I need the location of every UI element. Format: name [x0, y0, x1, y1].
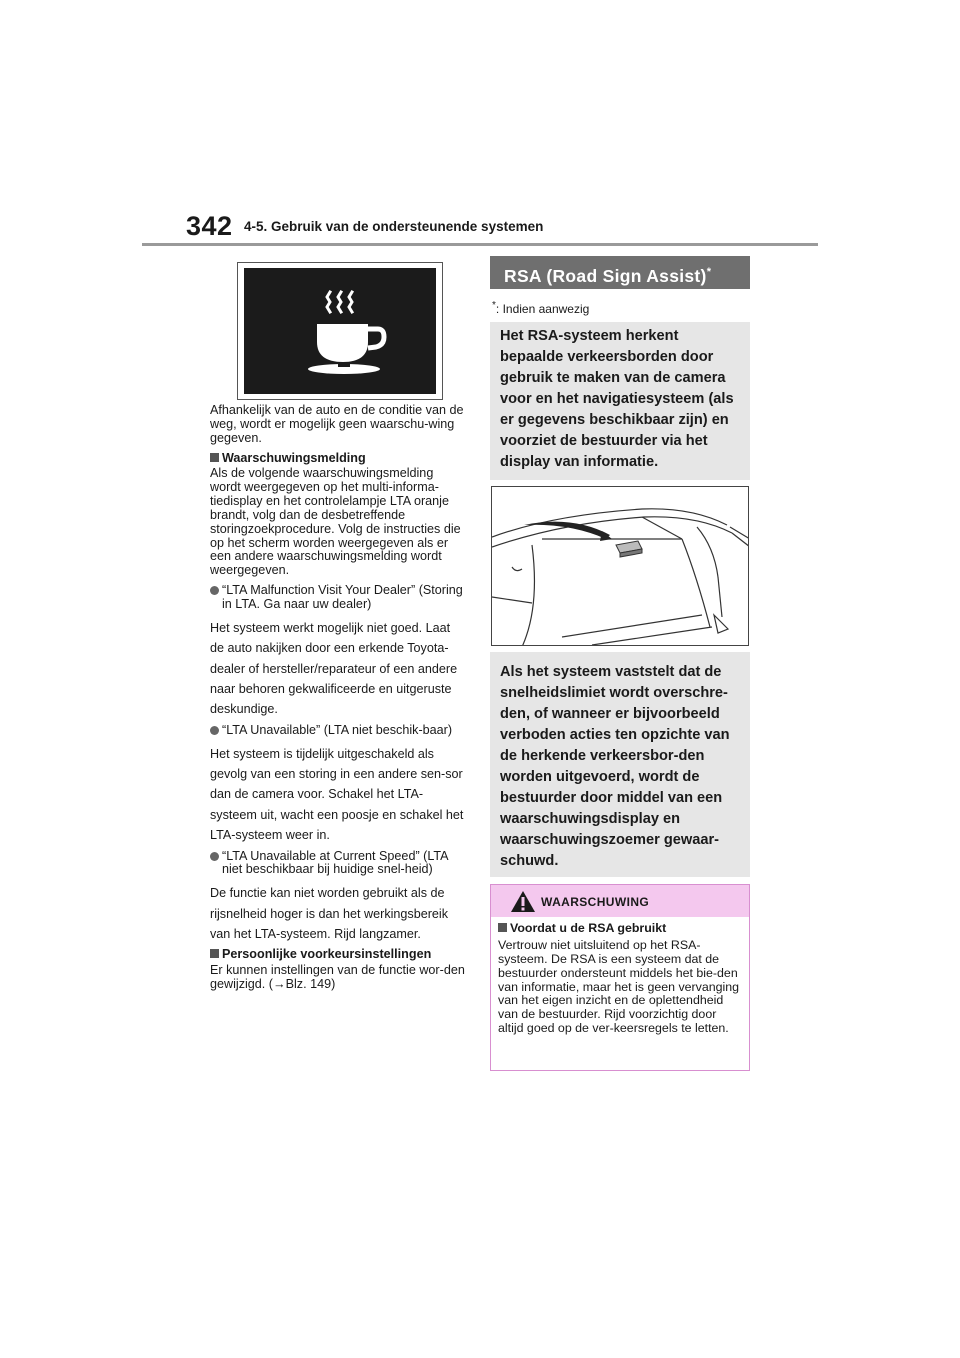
personal-settings-paragraph: Er kunnen instellingen van de functie wor-den gewijzigd. (→Blz. 149) — [210, 963, 465, 992]
warning-subheading: Voordat u de RSA gebruikt — [498, 922, 743, 936]
intro-paragraph: Afhankelijk van de auto en de conditie van de weg, wordt er mogelijk geen waarschu-wing gegeven. — [210, 403, 464, 445]
square-bullet-icon — [210, 453, 219, 462]
subheading-warning-message: Waarschuwingsmelding — [210, 452, 466, 466]
left-column — [210, 404, 466, 998]
section-title: 4-5. Gebruik van de ondersteunende systemen — [244, 219, 544, 234]
windshield-camera-figure — [491, 486, 749, 646]
warning-header — [491, 885, 749, 917]
warning-triangle-icon — [510, 890, 536, 913]
availability-footnote: *: Indien aanwezig — [492, 300, 590, 316]
warning-box — [490, 884, 750, 1071]
bullet-lta-unavailable-text: Het systeem is tijdelijk uitgeschakeld als gevolg van een storing in een andere sen-sor dan de camera voor. Schakel het LTA-systeem uit, wacht een poosje en schakel het LTA-systeem weer in. — [210, 746, 464, 843]
bullet-lta-malfunction: “LTA Malfunction Visit Your Dealer” (Storing in LTA. Ga naar uw dealer) — [210, 584, 466, 612]
rsa-section-banner: RSA (Road Sign Assist)* — [490, 256, 750, 289]
display-screen — [244, 268, 436, 394]
page-number: 342 — [186, 211, 233, 241]
rsa-intro-text: Het RSA-systeem herkent bepaalde verkeersborden door gebruik te maken van de camera voor en het navigatiesysteem (als er gegevens beschikbaar zijn) en voorziet de bestuurder via het display van informatie. — [500, 328, 734, 470]
windshield-camera-illustration — [492, 487, 749, 646]
coffee-cup-icon — [244, 268, 436, 394]
circle-bullet-icon — [210, 726, 219, 735]
header-divider — [142, 243, 818, 246]
driver-attention-display-figure — [237, 262, 443, 400]
bullet-lta-malfunction-text: Het systeem werkt mogelijk niet goed. Laat de auto nakijken door een erkende Toyota-dealer of hersteller/reparateur of een andere naar behoren gekwalificeerde en uitgeruste deskundige. — [210, 620, 458, 717]
subheading-personal-settings: Persoonlijke voorkeursinstellingen — [210, 948, 466, 962]
rsa-intro-box — [490, 322, 750, 480]
warning-label: WAARSCHUWING — [541, 895, 650, 909]
warning-message-paragraph: Als de volgende waarschuwingsmelding wordt weergegeven op het multi-informa-tiedisplay en het controlelampje LTA oranje brandt, volg dan de desbetreffende storingzoekprocedure. Volg de instructies die op het scherm worden weergegeven als er een andere waarschuwingsmelding wordt weergegeven. — [210, 466, 461, 578]
square-bullet-icon — [498, 923, 507, 932]
circle-bullet-icon — [210, 852, 219, 861]
camera-sensor-icon — [616, 541, 642, 557]
rsa-result-text: Als het systeem vaststelt dat de snelheidslimiet wordt overschre-den, of wanneer er bijvoorbeeld verboden acties ten opzichte van de herkende verkeersbor-den worden uitgevoerd, wordt de bestuurder door middel van een waarschuwingsdisplay en waarschuwingszoemer gewaar-schuwd. — [500, 664, 730, 869]
warning-text: Vertrouw niet uitsluitend op het RSA-systeem. De RSA is een systeem dat de bestuurder ondersteunt middels het bie-den van informatie, maar het is geen vervanging van het eigen inzicht en de oplettendheid van de bestuurder. Rijd voorzichtig door altijd goed op de ver-keersregels te letten. — [498, 937, 740, 1036]
warning-body — [498, 922, 743, 1036]
rsa-result-box — [490, 652, 750, 877]
circle-bullet-icon — [210, 586, 219, 595]
square-bullet-icon — [210, 949, 219, 958]
bullet-lta-unavailable: “LTA Unavailable” (LTA niet beschik-baar) — [210, 724, 466, 738]
bullet-lta-unavailable-speed-text: De functie kan niet worden gebruikt als de rijsnelheid hoger is dan het werkingsbereik van het LTA-systeem. Rijd langzamer. — [210, 886, 449, 942]
bullet-lta-unavailable-speed: “LTA Unavailable at Current Speed” (LTA niet beschikbaar bij huidige snel-heid) — [210, 850, 466, 878]
